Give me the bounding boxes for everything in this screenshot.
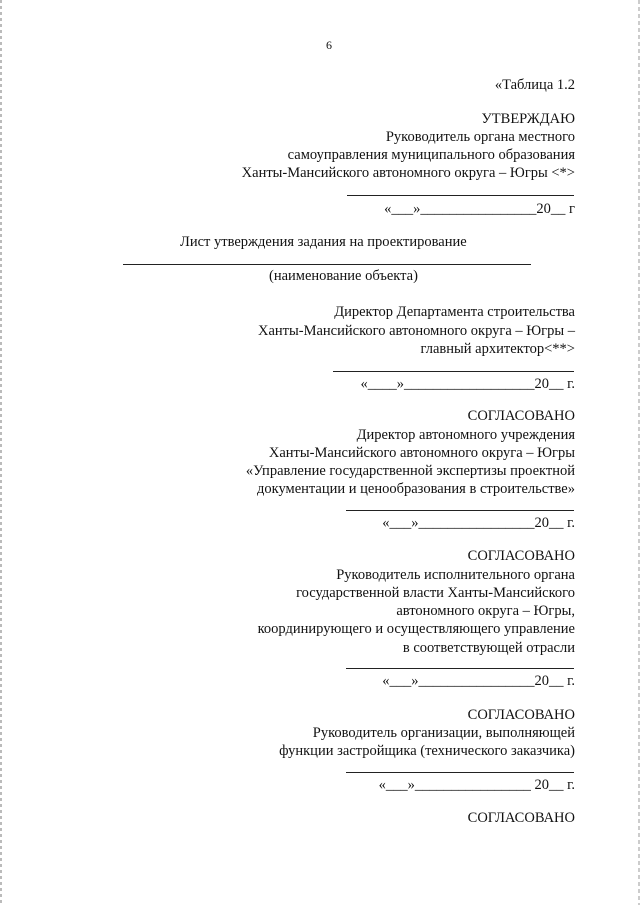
agreed2-line: государственной власти Ханты-Мансийского [296,585,575,601]
sheet-title: Лист утверждения задания на проектирование [180,234,467,250]
table-label: «Таблица 1.2 [494,77,575,93]
agreed1-heading: СОГЛАСОВАНО [467,408,575,424]
agreed3-heading: СОГЛАСОВАНО [467,707,575,723]
agreed2-signature-line [346,668,574,669]
director-signature-line [333,371,574,372]
agreed1-date: «___»________________20__ г. [382,515,575,531]
agreed1-line: Директор автономного учреждения [356,427,575,443]
director-date: «____»__________________20__ г. [360,376,575,392]
director-line: Ханты-Мансийского автономного округа – Югры – [258,323,575,339]
scan-edge-left [0,0,2,905]
approve-line: Ханты-Мансийского автономного округа – Югры <*> [241,165,575,181]
approve-heading: УТВЕРЖДАЮ [481,111,575,127]
agreed1-line: Ханты-Мансийского автономного округа – Югры [268,445,575,461]
agreed2-heading: СОГЛАСОВАНО [467,548,575,564]
director-line: Директор Департамента строительства [334,304,575,320]
director-line: главный архитектор<**> [420,341,575,357]
object-caption: (наименование объекта) [269,268,418,284]
agreed1-line: документации и ценообразования в строительстве» [257,481,575,497]
approve-line: самоуправления муниципального образования [287,147,575,163]
agreed1-line: «Управление государственной экспертизы проектной [245,463,575,479]
agreed2-line: автономного округа – Югры, [396,603,575,619]
approve-line: Руководитель органа местного [385,129,575,145]
agreed2-line: в соответствующей отрасли [402,640,575,656]
agreed3-line: Руководитель организации, выполняющей [312,725,575,741]
agreed1-signature-line [346,510,574,511]
agreed3-line: функции застройщика (технического заказчика) [279,743,575,759]
agreed3-signature-line [346,772,574,773]
page-number: 6 [326,38,332,52]
agreed4-heading: СОГЛАСОВАНО [467,810,575,826]
approve-date: «___»________________20__ г [384,201,575,217]
agreed2-date: «___»________________20__ г. [382,673,575,689]
agreed3-date: «___»________________ 20__ г. [378,777,575,793]
approve-signature-line [347,195,574,196]
object-name-line [123,264,531,265]
agreed2-line: Руководитель исполнительного органа [336,567,575,583]
agreed2-line: координирующего и осуществляющего управление [257,621,575,637]
